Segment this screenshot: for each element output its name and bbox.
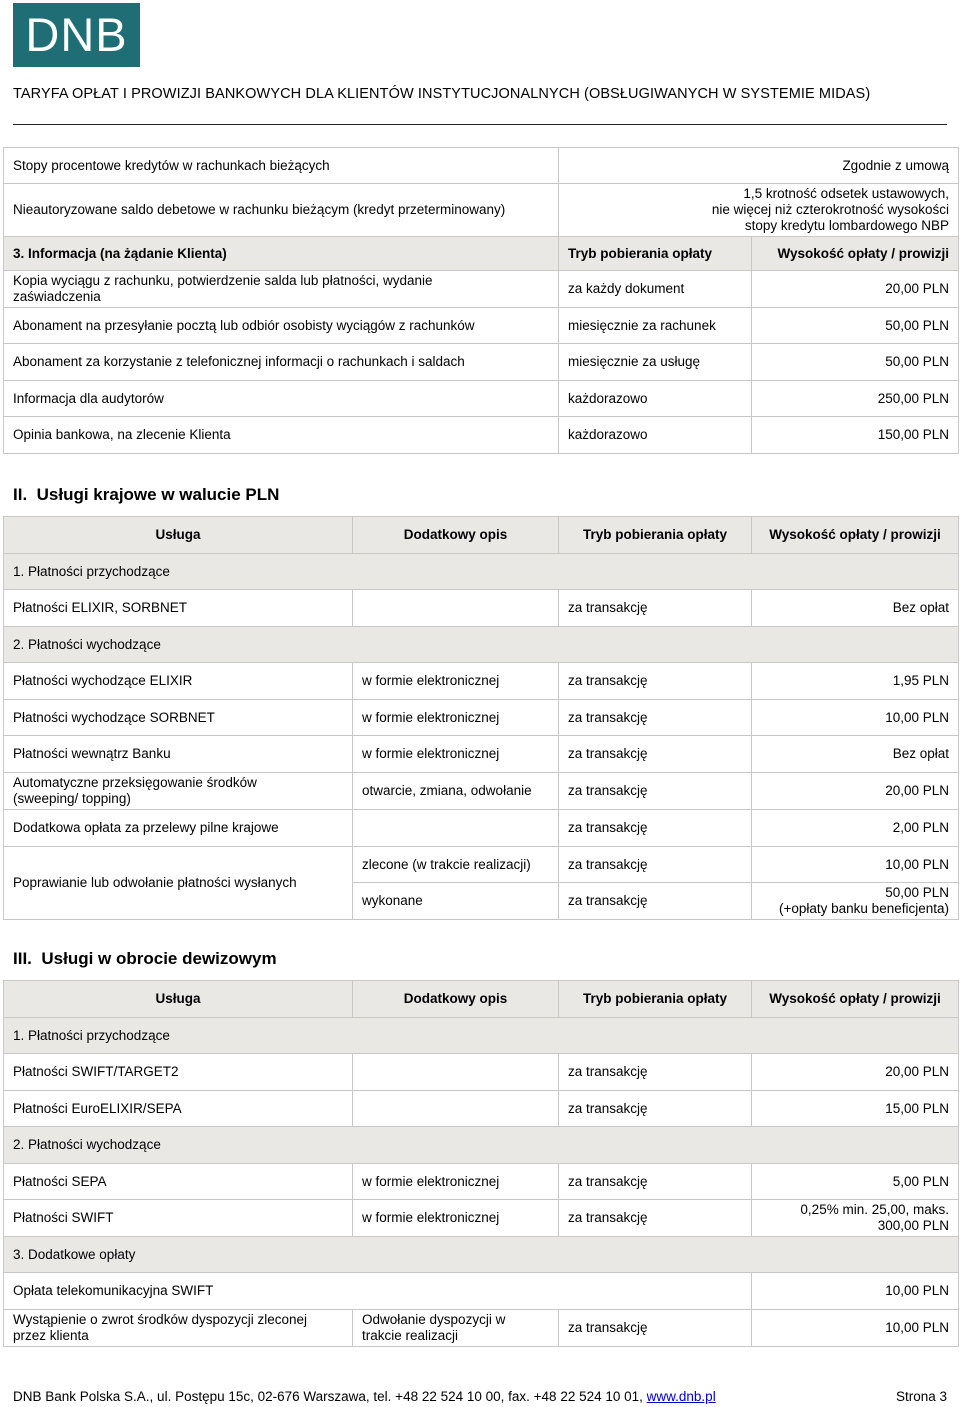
group-header-row [4,627,959,663]
col-mode-header: Tryb pobierania opłaty [559,517,752,554]
row-amount: 10,00 PLN [752,847,959,883]
group-header-row [4,554,959,590]
row-mode: za transakcję [559,1091,752,1127]
col-amount-header: Wysokość opłaty / prowizji [752,981,959,1018]
row-name [4,271,559,308]
row-amount: 1,95 PLN [752,663,959,700]
table-row [4,1310,959,1347]
col-desc-header: Dodatkowy opis [353,981,559,1018]
group-title: 2. Płatności wychodzące [4,1127,959,1164]
section-header-row [4,237,959,271]
row-name: Płatności SWIFT/TARGET2 [4,1054,353,1091]
group-header-row [4,1237,959,1273]
name-line: przez klienta [13,1328,89,1343]
col-mode-header: Tryb pobierania opłaty [559,981,752,1018]
section-title: Usługi w obrocie dewizowym [41,949,277,968]
table-row [4,344,959,381]
section-heading-iii [13,949,277,969]
table-row [4,590,959,627]
row-mode: każdorazowo [559,381,752,417]
row-name: Płatności wychodzące SORBNET [4,700,353,736]
row-amount: 250,00 PLN [752,381,959,417]
row-desc [353,1091,559,1127]
column-header-row [4,981,959,1018]
col-desc-header: Dodatkowy opis [353,517,559,554]
name-line: Wystąpienie o zwrot środków dyspozycji zleconej [13,1312,308,1327]
section-title: 3. Informacja (na żądanie Klienta) [4,237,559,271]
row-mode: miesięcznie za rachunek [559,308,752,344]
row-desc: wykonane [353,883,559,920]
table-row [4,847,959,883]
row-mode: za transakcję [559,1200,752,1237]
domestic-pln-services-table [3,516,959,920]
table-row [4,1164,959,1200]
row-amount: 15,00 PLN [752,1091,959,1127]
group-title: 1. Płatności przychodzące [4,554,959,590]
col-service-header: Usługa [4,981,353,1018]
row-mode: za transakcję [559,736,752,773]
amount-line: stopy kredytu lombardowego NBP [744,218,949,233]
column-header-row [4,517,959,554]
desc-line: Odwołanie dyspozycji w [362,1312,506,1327]
group-title: 1. Płatności przychodzące [4,1018,959,1054]
row-name: Abonament za korzystanie z telefonicznej informacji o rachunkach i saldach [4,344,559,381]
section-title: Usługi krajowe w walucie PLN [36,485,280,504]
section-heading-ii [13,485,279,505]
row-name: Poprawianie lub odwołanie płatności wysłanych [4,847,353,920]
col-amount-header: Wysokość opłaty / prowizji [752,237,959,271]
row-amount: 50,00 PLN [752,308,959,344]
row-name: Płatności ELIXIR, SORBNET [4,590,353,627]
row-name [4,773,353,810]
table-row [4,417,959,454]
row-name: Płatności SEPA [4,1164,353,1200]
row-name: Stopy procentowe kredytów w rachunkach bieżących [4,148,559,184]
amount-line: 300,00 PLN [877,1218,949,1233]
row-mode: za transakcję [559,700,752,736]
section-number: III. [13,949,32,968]
row-amount: 10,00 PLN [752,700,959,736]
row-amount [752,1200,959,1237]
row-name: Dodatkowa opłata za przelewy pilne krajowe [4,810,353,847]
row-name [4,1310,353,1347]
row-name: Nieautoryzowane saldo debetowe w rachunku bieżącym (kredyt przeterminowany) [4,184,559,237]
row-mode: za transakcję [559,590,752,627]
foreign-exchange-services-table [3,980,959,1347]
row-amount [752,883,959,920]
row-name: Informacja dla audytorów [4,381,559,417]
group-header-row [4,1018,959,1054]
row-desc [353,590,559,627]
amount-line: 1,5 krotność odsetek ustawowych, [743,186,949,201]
row-amount: 20,00 PLN [752,773,959,810]
dnb-logo: DNB [13,3,140,67]
table-row [4,773,959,810]
document-title: TARYFA OPŁAT I PROWIZJI BANKOWYCH DLA KLIENTÓW INSTYTUCJONALNYCH (OBSŁUGIWANYCH W SYSTEMIE MIDAS) [13,86,871,102]
table-row [4,381,959,417]
row-name: Płatności EuroELIXIR/SEPA [4,1091,353,1127]
row-desc: w formie elektronicznej [353,663,559,700]
row-desc [353,810,559,847]
row-amount: 10,00 PLN [752,1310,959,1347]
row-mode: za każdy dokument [559,271,752,308]
footer-address: DNB Bank Polska S.A., ul. Postępu 15c, 02-676 Warszawa, tel. +48 22 524 10 00, fax. +48 22 524 10 01, [13,1389,647,1404]
table-row [4,700,959,736]
row-desc: w formie elektronicznej [353,736,559,773]
col-mode-header: Tryb pobierania opłaty [559,237,752,271]
table-row [4,148,959,184]
row-name: Abonament na przesyłanie pocztą lub odbiór osobisty wyciągów z rachunków [4,308,559,344]
row-amount: Zgodnie z umową [559,148,959,184]
row-mode: za transakcję [559,1164,752,1200]
name-line: Automatyczne przeksięgowanie środków [13,775,257,790]
row-mode: miesięcznie za usługę [559,344,752,381]
table-row [4,1273,959,1310]
name-line: (sweeping/ topping) [13,791,131,806]
group-title: 2. Płatności wychodzące [4,627,959,663]
row-desc: w formie elektronicznej [353,1200,559,1237]
row-amount: 5,00 PLN [752,1164,959,1200]
website-link[interactable]: www.dnb.pl [646,1389,716,1404]
group-title: 3. Dodatkowe opłaty [4,1237,959,1273]
row-mode: za transakcję [559,883,752,920]
name-line: Kopia wyciągu z rachunku, potwierdzenie salda lub płatności, wydanie [13,273,433,288]
table-row [4,1200,959,1237]
col-service-header: Usługa [4,517,353,554]
page-footer [13,1389,947,1404]
row-mode: za transakcję [559,773,752,810]
table-row [4,184,959,237]
table-row [4,1091,959,1127]
row-name: Płatności wewnątrz Banku [4,736,353,773]
page-number: Strona 3 [895,1389,947,1404]
row-amount: 10,00 PLN [752,1273,959,1310]
desc-line: trakcie realizacji [362,1328,459,1343]
row-name: Opłata telekomunikacyjna SWIFT [4,1273,752,1310]
row-amount: Bez opłat [752,590,959,627]
row-amount [559,184,959,237]
row-amount: 20,00 PLN [752,271,959,308]
group-header-row [4,1127,959,1164]
row-mode: za transakcję [559,663,752,700]
row-desc [353,1310,559,1347]
row-name: Opinia bankowa, na zlecenie Klienta [4,417,559,454]
section-number: II. [13,485,28,504]
row-amount: 50,00 PLN [752,344,959,381]
amount-line: 0,25% min. 25,00, maks. [800,1202,949,1217]
row-amount: 150,00 PLN [752,417,959,454]
table-row [4,810,959,847]
table-row [4,736,959,773]
title-divider [13,124,947,125]
table-row [4,271,959,308]
row-desc: w formie elektronicznej [353,700,559,736]
row-desc: w formie elektronicznej [353,1164,559,1200]
row-mode: za transakcję [559,810,752,847]
row-amount: Bez opłat [752,736,959,773]
row-amount: 20,00 PLN [752,1054,959,1091]
amount-line: nie więcej niż czterokrotność wysokości [711,202,949,217]
row-mode: za transakcję [559,1054,752,1091]
information-fees-table [3,147,959,454]
row-name: Płatności wychodzące ELIXIR [4,663,353,700]
row-mode: każdorazowo [559,417,752,454]
table-row [4,308,959,344]
row-desc: zlecone (w trakcie realizacji) [353,847,559,883]
amount-line: 50,00 PLN [885,885,949,900]
row-desc: otwarcie, zmiana, odwołanie [353,773,559,810]
row-amount: 2,00 PLN [752,810,959,847]
col-amount-header: Wysokość opłaty / prowizji [752,517,959,554]
name-line: zaświadczenia [13,289,101,304]
row-desc [353,1054,559,1091]
row-name: Płatności SWIFT [4,1200,353,1237]
row-mode: za transakcję [559,847,752,883]
table-row [4,1054,959,1091]
table-row [4,663,959,700]
row-mode: za transakcję [559,1310,752,1347]
amount-line: (+opłaty banku beneficjenta) [779,901,949,916]
